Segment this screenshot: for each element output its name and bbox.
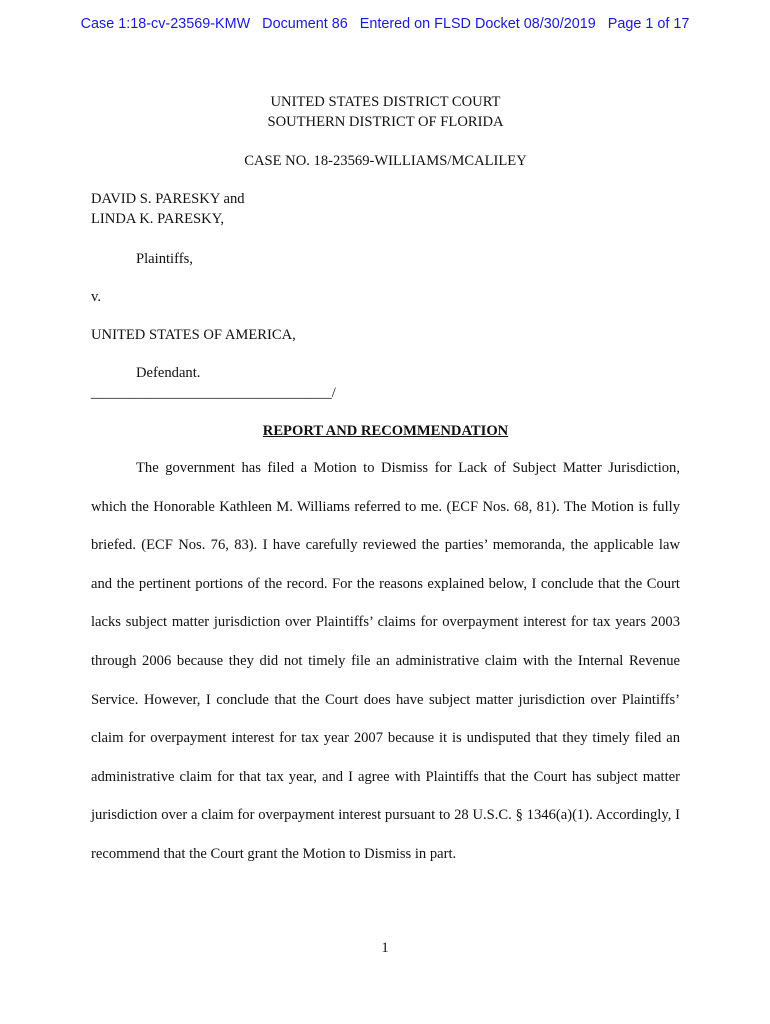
court-name: UNITED STATES DISTRICT COURT (270, 94, 501, 110)
plaintiffs-block (91, 189, 680, 229)
plaintiff-name-1: DAVID S. PARESKY and (91, 191, 245, 207)
court-heading (91, 92, 680, 132)
docket-header-stamp: Case 1:18-cv-23569-KMW Document 86 Entered on FLSD Docket 08/30/2019 Page 1 of 17 (80, 16, 690, 32)
court-district: SOUTHERN DISTRICT OF FLORIDA (267, 114, 504, 130)
defendant-role: Defendant. (136, 365, 201, 381)
page-number: 1 (381, 940, 389, 956)
plaintiff-name-2: LINDA K. PARESKY, (91, 211, 224, 227)
plaintiffs-role: Plaintiffs, (136, 251, 193, 267)
report-title: REPORT AND RECOMMENDATION (262, 423, 509, 439)
defendant-name: UNITED STATES OF AMERICA, (91, 327, 296, 343)
case-number: CASE NO. 18-23569-WILLIAMS/MCALILEY (244, 153, 527, 169)
document-page (91, 92, 680, 888)
body-paragraph: The government has filed a Motion to Dismiss for Lack of Subject Matter Jurisdiction, which the Honorable Kathleen M. Williams referred to me. (ECF Nos. 68, 81). The Motion is fully briefed. (ECF Nos. 76, 83). I have carefully reviewed the parties’ memoranda, the applicable law and the pertinent portions of the record. For the reasons explained below, I conclude that the Court lacks subject matter jurisdiction over Plaintiffs’ claims for overpayment interest for tax years 2003 through 2006 because they did not timely file an administrative claim with the Internal Revenue Service. However, I conclude that the Court does have subject matter jurisdiction over Plaintiffs’ claim for overpayment interest for tax year 2007 because it is undisputed that they timely filed an administrative claim for that tax year, and I agree with Plaintiffs that the Court has subject matter jurisdiction over a claim for overpayment interest pursuant to 28 U.S.C. § 1346(a)(1). Accordingly, I recommend that the Court grant the Motion to Dismiss in part. (91, 460, 680, 862)
caption-rule: _________________________________/ (91, 385, 336, 401)
versus: v. (91, 289, 101, 305)
